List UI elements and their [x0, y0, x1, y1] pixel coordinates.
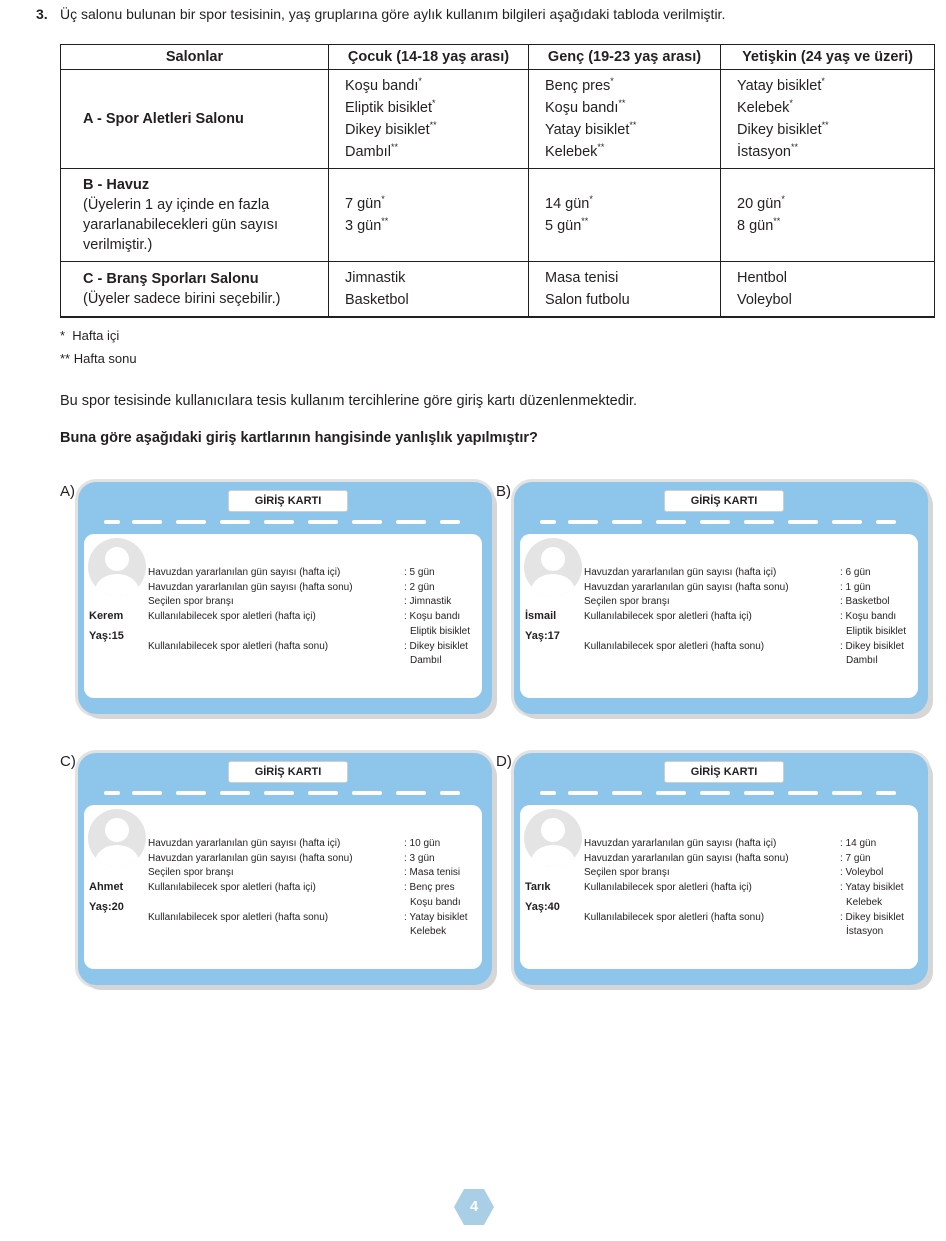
footnote-text: Hafta içi [72, 328, 120, 343]
cell-line: 14 gün* [545, 194, 593, 212]
avatar-icon [88, 809, 146, 867]
cocuk-cell [329, 169, 529, 262]
cell-line: Jimnastik [345, 270, 406, 286]
cell-line: 3 gün** [345, 216, 389, 234]
page-number-badge [454, 1189, 494, 1225]
value-equipment-weekend-2: İstasyon [846, 926, 884, 937]
card-dashes [540, 791, 902, 796]
genc-cell [529, 169, 721, 262]
question-number: 3. [36, 6, 48, 22]
cell-line: Basketbol [345, 292, 409, 308]
cocuk-cell [329, 70, 529, 169]
footnote-mark: ** [60, 351, 71, 366]
cell-line: Masa tenisi [545, 270, 619, 286]
entry-card-c[interactable] [78, 753, 492, 985]
salon-note: (Üyeler sadece birini seçebilir.) [83, 291, 281, 307]
label-branch: Seçilen spor branşı [584, 867, 670, 878]
header-cocuk: Çocuk (14-18 yaş arası) [329, 45, 529, 70]
footnote-mark: * [60, 328, 66, 343]
cell-line: Kelebek** [545, 142, 605, 160]
salon-note: (Üyelerin 1 ay içinde en fazla [83, 197, 270, 213]
label-branch: Seçilen spor branşı [148, 596, 234, 607]
cell-line: Dambıl** [345, 142, 398, 160]
footnote-weekday [60, 328, 119, 343]
cell-line: Yatay bisiklet* [737, 76, 825, 94]
cell-line: Koşu bandı** [545, 98, 626, 116]
card-dashes [104, 520, 466, 525]
option-a-letter[interactable]: A) [60, 483, 75, 500]
question-prompt: Buna göre aşağıdaki giriş kartlarının hangisinde yanlışlık yapılmıştır? [60, 430, 538, 446]
value-equipment-weekend: : Dikey bisiklet [840, 912, 904, 923]
table-row [61, 169, 935, 262]
label-pool-weekday: Havuzdan yararlanılan gün sayısı (hafta içi) [584, 567, 777, 578]
salon-cell [61, 70, 329, 169]
cell-line: Voleybol [737, 292, 792, 308]
label-equipment-weekend: Kullanılabilecek spor aletleri (hafta sonu) [584, 641, 765, 652]
value-pool-weekend: : 2 gün [404, 582, 435, 593]
label-pool-weekday: Havuzdan yararlanılan gün sayısı (hafta içi) [584, 838, 777, 849]
card-dashes [104, 791, 466, 796]
cell-line: Hentbol [737, 270, 787, 286]
avatar-icon [88, 538, 146, 596]
yetiskin-cell [721, 70, 935, 169]
cell-line: Salon futbolu [545, 292, 630, 308]
person-age: Yaş:20 [89, 901, 124, 913]
table-row [61, 70, 935, 169]
footnote-text: Hafta sonu [73, 351, 137, 366]
table-header-row [61, 45, 935, 70]
option-c-letter[interactable]: C) [60, 753, 76, 770]
value-pool-weekday: : 14 gün [840, 838, 877, 849]
body-text: Bu spor tesisinde kullanıcılara tesis kullanım tercihlerine göre giriş kartı düzenlenmektedir. [60, 393, 638, 409]
entry-card-b[interactable] [514, 482, 928, 714]
value-equipment-weekday: : Koşu bandı [840, 611, 897, 622]
value-equipment-weekday: : Benç pres [404, 882, 455, 893]
avatar-icon [524, 538, 582, 596]
label-equipment-weekday: Kullanılabilecek spor aletleri (hafta içi) [148, 882, 316, 893]
value-pool-weekday: : 5 gün [404, 567, 435, 578]
value-equipment-weekday: : Yatay bisiklet [840, 882, 904, 893]
salon-cell [61, 169, 329, 262]
option-b-letter[interactable]: B) [496, 483, 511, 500]
value-equipment-weekday-2: Eliptik bisiklet [410, 626, 471, 637]
label-pool-weekend: Havuzdan yararlanılan gün sayısı (hafta sonu) [584, 853, 789, 864]
cell-line: Eliptik bisiklet* [345, 98, 436, 116]
page-number: 4 [469, 1198, 479, 1215]
genc-cell [529, 262, 721, 318]
label-pool-weekend: Havuzdan yararlanılan gün sayısı (hafta sonu) [584, 582, 789, 593]
cell-line: 20 gün* [737, 194, 785, 212]
cell-line: İstasyon** [737, 142, 799, 160]
value-pool-weekday: : 6 gün [840, 567, 871, 578]
value-equipment-weekend-2: Kelebek [410, 926, 447, 937]
label-equipment-weekend: Kullanılabilecek spor aletleri (hafta sonu) [584, 912, 765, 923]
salon-title: B - Havuz [83, 177, 150, 193]
header-yetiskin: Yetişkin (24 yaş ve üzeri) [721, 45, 935, 70]
person-age: Yaş:15 [89, 630, 124, 642]
label-equipment-weekend: Kullanılabilecek spor aletleri (hafta sonu) [148, 912, 329, 923]
label-pool-weekday: Havuzdan yararlanılan gün sayısı (hafta içi) [148, 838, 341, 849]
person-name: İsmail [525, 610, 557, 622]
salon-cell [61, 262, 329, 318]
value-pool-weekend: : 1 gün [840, 582, 871, 593]
label-equipment-weekday: Kullanılabilecek spor aletleri (hafta içi) [148, 611, 316, 622]
cell-line: Yatay bisiklet** [545, 120, 637, 138]
value-equipment-weekday: : Koşu bandı [404, 611, 461, 622]
value-pool-weekend: : 7 gün [840, 853, 871, 864]
value-branch: : Voleybol [840, 867, 884, 878]
value-equipment-weekend: : Yatay bisiklet [404, 912, 468, 923]
cell-line: Dikey bisiklet** [737, 120, 829, 138]
salon-title: C - Branş Sporları Salonu [83, 271, 259, 287]
label-pool-weekend: Havuzdan yararlanılan gün sayısı (hafta sonu) [148, 582, 353, 593]
cell-line: 8 gün** [737, 216, 781, 234]
card-title: GİRİŞ KARTI [228, 761, 348, 783]
label-pool-weekday: Havuzdan yararlanılan gün sayısı (hafta içi) [148, 567, 341, 578]
cell-line: 5 gün** [545, 216, 589, 234]
salon-note: verilmiştir.) [83, 237, 153, 253]
label-pool-weekend: Havuzdan yararlanılan gün sayısı (hafta sonu) [148, 853, 353, 864]
label-branch: Seçilen spor branşı [584, 596, 670, 607]
cell-line: 7 gün* [345, 194, 385, 212]
value-equipment-weekday-2: Kelebek [846, 897, 883, 908]
salon-title: A - Spor Aletleri Salonu [83, 111, 244, 127]
question-text: Üç salonu bulunan bir spor tesisinin, yaş gruplarına göre aylık kullanım bilgileri aşağıdaki tabloda verilmiştir. [60, 6, 726, 22]
label-equipment-weekday: Kullanılabilecek spor aletleri (hafta içi) [584, 882, 752, 893]
value-equipment-weekend-2: Dambıl [846, 655, 878, 666]
salon-note: yararlanabilecekleri gün sayısı [83, 217, 279, 233]
label-branch: Seçilen spor branşı [148, 867, 234, 878]
value-branch: : Jimnastik [404, 596, 452, 607]
cell-line: Benç pres* [545, 76, 614, 94]
cell-line: Kelebek* [737, 98, 793, 116]
cell-line: Koşu bandı* [345, 76, 422, 94]
card-title: GİRİŞ KARTI [664, 490, 784, 512]
value-equipment-weekday-2: Eliptik bisiklet [846, 626, 907, 637]
value-equipment-weekend-2: Dambıl [410, 655, 442, 666]
value-branch: : Basketbol [840, 596, 890, 607]
value-equipment-weekday-2: Koşu bandı [410, 897, 461, 908]
value-branch: : Masa tenisi [404, 867, 461, 878]
value-equipment-weekend: : Dikey bisiklet [840, 641, 904, 652]
value-pool-weekday: : 10 gün [404, 838, 441, 849]
value-equipment-weekend: : Dikey bisiklet [404, 641, 468, 652]
person-name: Tarık [525, 881, 551, 893]
usage-table [60, 44, 935, 318]
yetiskin-cell [721, 169, 935, 262]
option-d-letter[interactable]: D) [496, 753, 512, 770]
genc-cell [529, 70, 721, 169]
card-body [520, 805, 918, 969]
yetiskin-cell [721, 262, 935, 318]
value-pool-weekend: : 3 gün [404, 853, 435, 864]
entry-card-d[interactable] [514, 753, 928, 985]
person-name: Kerem [89, 610, 124, 622]
card-title: GİRİŞ KARTI [664, 761, 784, 783]
label-equipment-weekday: Kullanılabilecek spor aletleri (hafta içi) [584, 611, 752, 622]
person-age: Yaş:40 [525, 901, 560, 913]
cocuk-cell [329, 262, 529, 318]
avatar-icon [524, 809, 582, 867]
person-age: Yaş:17 [525, 630, 560, 642]
label-equipment-weekend: Kullanılabilecek spor aletleri (hafta sonu) [148, 641, 329, 652]
header-genc: Genç (19-23 yaş arası) [529, 45, 721, 70]
card-body [84, 805, 482, 969]
cell-line: Dikey bisiklet** [345, 120, 437, 138]
card-body [520, 534, 918, 698]
card-body [84, 534, 482, 698]
table-row [61, 262, 935, 318]
entry-card-a[interactable] [78, 482, 492, 714]
card-title: GİRİŞ KARTI [228, 490, 348, 512]
card-dashes [540, 520, 902, 525]
person-name: Ahmet [89, 881, 124, 893]
footnote-weekend [60, 351, 137, 366]
header-salonlar: Salonlar [61, 45, 329, 70]
